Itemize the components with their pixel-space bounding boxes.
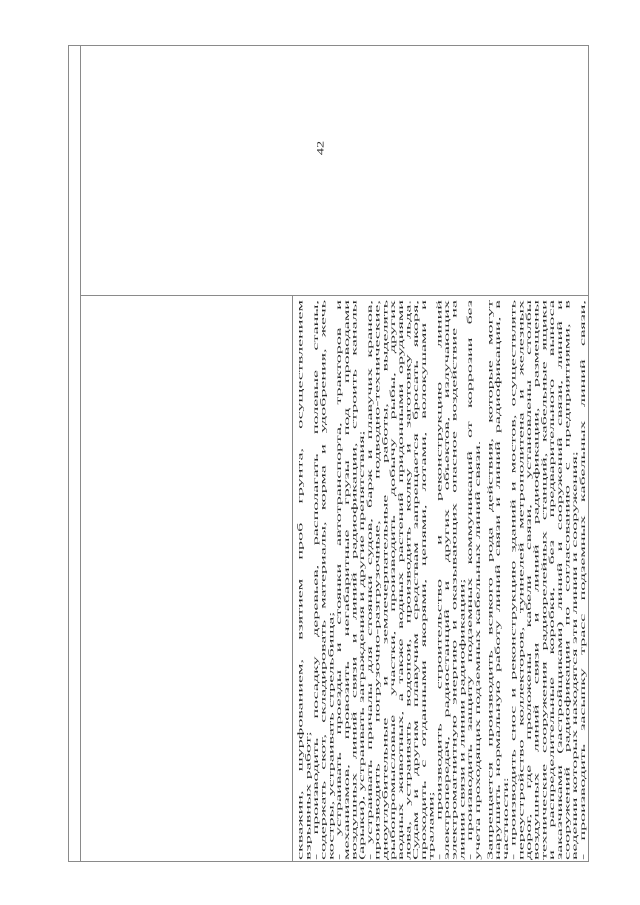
text-line: - производить посадку деревьев, располагать полевые станы, <box>311 300 320 860</box>
text-line: электромагнитную энергию и оказывающих опасное воздействие на <box>450 300 459 860</box>
text-line: лова, устраивать водопои, производить колку и заготовку льда. <box>404 300 413 860</box>
text-line: Запрещается производить всякого рода действия, которые могут <box>486 300 495 860</box>
text-line: водных животных, а также водных растений придонными орудиями <box>396 300 405 860</box>
text-line: - производить засыпку трасс подземных кабельных линий связи, <box>578 300 587 860</box>
text-line: механизмов, провозить негабаритные грузы под проводами <box>342 300 351 860</box>
text-line: скважин, шурфованием, взятием проб грунта, осуществлением <box>296 300 305 860</box>
paragraph <box>366 300 435 860</box>
text-line: - производить строительство и реконструкцию линий <box>435 300 443 860</box>
paragraph <box>466 300 481 860</box>
text-line: и распределительные коробки, без предварительного выноса <box>547 300 556 860</box>
text-line: - устраивать проезды и стоянки автотранспорта, тракторов и <box>335 300 343 860</box>
paragraph <box>312 300 335 860</box>
text-line: тралами; <box>427 791 436 860</box>
text-line: - устраивать причалы для стоянки судов, барж и плавучих кранов, <box>365 300 374 860</box>
text-line: ведении которых находятся эти линии и сооружения; <box>571 451 579 860</box>
text-line: содержать скот, складировать материалы, корма и удобрения, жечь <box>319 300 328 860</box>
paragraph <box>435 300 466 860</box>
text-line: технические сооружения радиорелейных станций, кабельные ящики <box>540 300 548 860</box>
text-line: костры, устраивать стрельбища; <box>327 611 336 860</box>
text-line: Судам и другим плавучим средствам запрещается бросать якоря, <box>412 300 420 860</box>
text-line: воздушных линий связи и линий радиофикации, строить каналы <box>350 300 359 860</box>
text-line: частности: <box>501 777 510 860</box>
paragraph <box>509 300 578 860</box>
text-block <box>486 300 586 860</box>
table-narrow-column-divider <box>80 45 81 862</box>
page-number: 42 <box>315 140 327 156</box>
text-line: заказчиками (застройщиками) линий и сооружений связи, линий и <box>555 300 564 860</box>
document-text-column <box>296 300 586 860</box>
table-left-border <box>68 45 69 862</box>
text-line: рыбопромысловые участки, производить добычу рыбы, других <box>388 300 397 860</box>
text-line: проходить с отданными якорями, цепями, лотами, волокушами и <box>419 300 428 860</box>
table-row-divider <box>80 295 588 296</box>
text-line: электропередач, радиостанций и других объектов, излучающих <box>442 300 451 860</box>
text-line: переустройство коллекторов, туннелей метрополитена и железных <box>517 300 525 860</box>
text-line: воздушных линий связи и линий радиофикации, размещены <box>532 300 541 860</box>
text-line: нарушить нормальную работу линий связи и линий радиофикации, в <box>494 300 502 860</box>
text-line: линии связи и линии радиофикации; <box>458 578 467 860</box>
paragraph <box>579 300 587 860</box>
text-block <box>296 300 481 860</box>
text-line: дорог, где проложены кабели связи, установлены столбы <box>524 300 533 860</box>
paragraph <box>486 300 509 860</box>
text-line: взрывных работ; <box>304 731 312 860</box>
text-line: сооружений радиофикации по согласованию с предприятиями, в <box>563 300 572 860</box>
text-line: - производить снос и реконструкцию зданий и мостов, осуществлять <box>509 300 518 860</box>
text-line: производить погрузочно-разгрузочные, подводно-технические, <box>373 300 382 860</box>
table-top-border <box>68 45 589 46</box>
table-bottom-border <box>68 861 589 862</box>
table-column-divider <box>292 295 293 862</box>
text-line: дноуглубительные и землечерпательные работы, выделять <box>381 300 389 860</box>
text-line: - производить защиту подземных коммуникаций от коррозии без <box>466 300 474 860</box>
table-right-border <box>588 45 589 862</box>
text-line: учета проходящих подземных кабельных линий связи. <box>473 440 482 860</box>
paragraph <box>296 300 311 860</box>
paragraph <box>335 300 366 860</box>
text-line: (арыки), устраивать заграждения и другие препятствия; <box>358 430 366 860</box>
